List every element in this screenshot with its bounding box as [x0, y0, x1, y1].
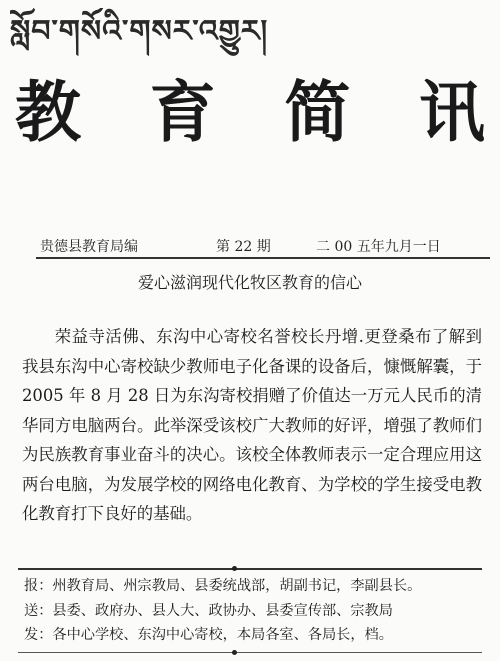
end-divider	[18, 652, 482, 653]
newsletter-title	[8, 72, 492, 152]
footer-divider	[18, 568, 482, 570]
issue-number: 第 22 期	[216, 239, 271, 255]
issue-info	[40, 236, 480, 256]
title-char-1: 教	[15, 73, 81, 151]
distribution-issue: 发：各中心学校、东沟中心寄校，本局各室、各局长，档。	[24, 627, 393, 643]
article-title: 爱心滋润现代化牧区教育的信心	[137, 273, 362, 292]
tibetan-masthead: སློབ་གསོའི་གསར་འགྱུར།	[10, 14, 269, 49]
article-body: 荣益寺活佛、东沟中心寄校名誉校长丹增.更登桑布了解到我县东沟中心寄校缺少教师电子化备课的设备后，慷慨解囊，于 2005 年 8 月 28 日为东沟寄校捐赠了价值达一万元人民币的清华同方电脑两台。此举深受该校广大教师的好评，增强了教师们为民族教育事业奋斗的决心。该校全体教师表示一定合理应用这两台电脑，为发展学校的网络电化教育、为学校的学生接受电教化教育打下良好的基础。	[22, 327, 482, 523]
issue-date: 二 00 五年九月一日	[316, 239, 441, 255]
distribution-send: 送：县委、政府办、县人大、政协办、县委宣传部、宗教局	[24, 603, 393, 619]
title-char-3: 简	[284, 73, 351, 151]
publisher: 贵德县教育局编	[40, 239, 138, 255]
distribution-report: 报：州教育局、州宗教局、县委统战部，胡副书记，李副县长。	[24, 578, 422, 594]
title-char-2: 育	[149, 73, 216, 151]
end-divider-dot	[232, 650, 237, 655]
header-divider	[36, 257, 490, 259]
divider-dot	[232, 566, 237, 571]
title-char-4: 讯	[418, 73, 485, 151]
